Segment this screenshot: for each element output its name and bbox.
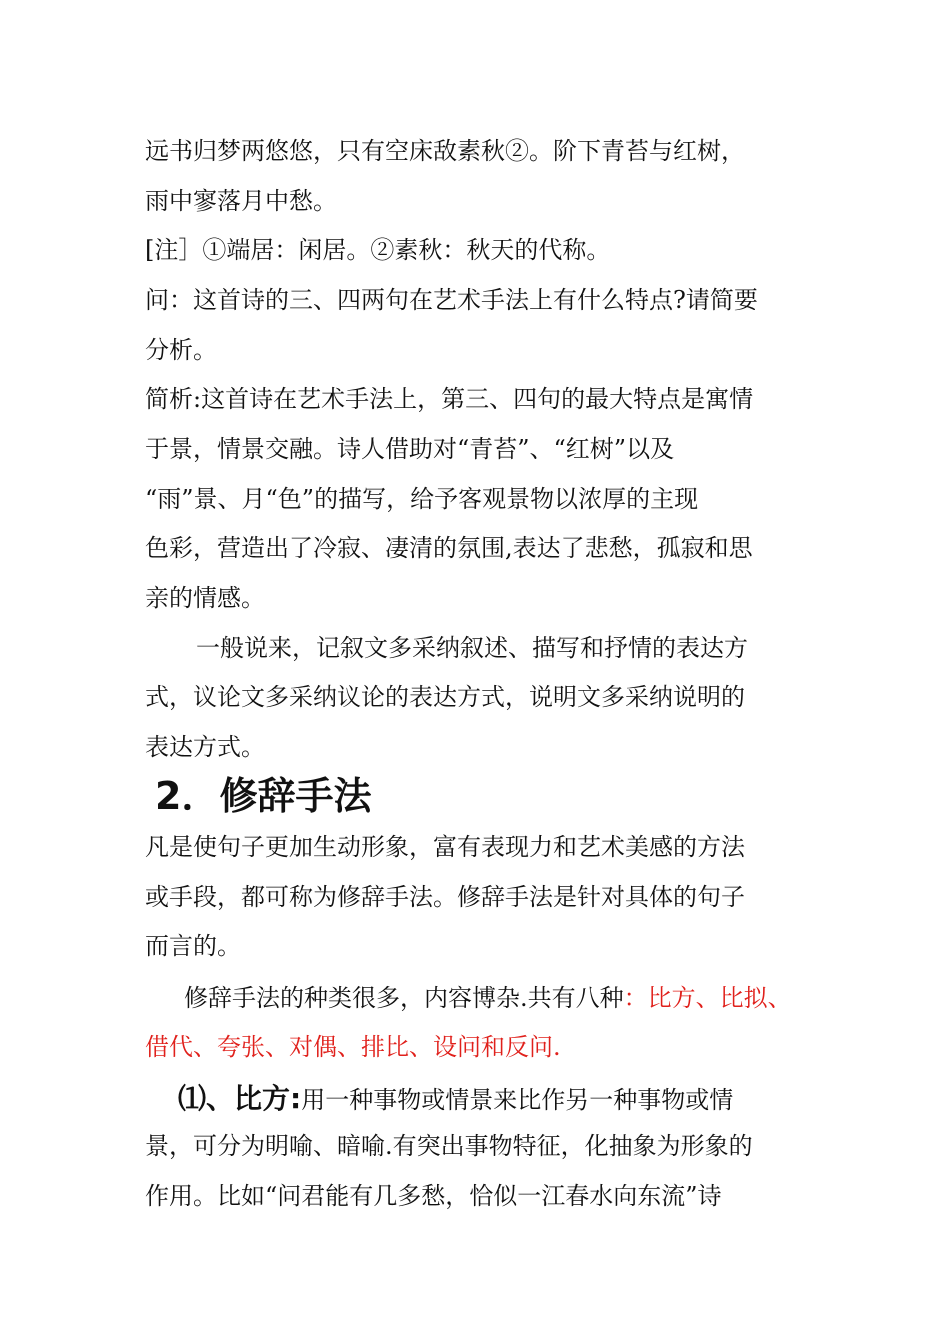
definition-line-1: 凡是使句子更加生动形象，富有表现力和艺术美感的方法 (145, 833, 745, 861)
question-line-1: 问：这首诗的三、四两句在艺术手法上有什么特点?请简要 (145, 286, 758, 314)
metaphor-definition: 用一种事物或情景来比作另一种事物或情 (301, 1086, 734, 1114)
annotation-note: [注］①端居：闲居。②素秋：秋天的代称。 (145, 236, 611, 264)
types-line-1 (184, 983, 792, 1013)
metaphor-line-3: 作用。比如“问君能有几多愁，恰似一江春水向东流”诗 (145, 1182, 722, 1210)
analysis-line-5: 亲的情感。 (145, 584, 265, 612)
types-line-2: 借代、夸张、对偶、排比、设问和反问. (145, 1033, 561, 1061)
types-intro-text: 修辞手法的种类很多，内容博杂.共有八种 (184, 984, 624, 1012)
analysis-line-4: 色彩，营造出了冷寂、凄清的氛围,表达了悲愁，孤寂和思 (145, 534, 753, 562)
question-line-2: 分析。 (145, 336, 217, 364)
poem-line-1: 远书归梦两悠悠，只有空床敌素秋②。阶下青苔与红树， (145, 137, 745, 165)
metaphor-line-1 (178, 1084, 733, 1115)
metaphor-label: ⑴、比方: (178, 1082, 302, 1115)
poem-line-2: 雨中寥落月中愁。 (145, 187, 337, 215)
types-list-highlight: ：比方、比拟、 (623, 984, 792, 1012)
paragraph-line-2: 式，议论文多采纳议论的表达方式，说明文多采纳说明的 (145, 683, 745, 711)
paragraph-line-3: 表达方式。 (145, 733, 265, 761)
metaphor-line-2: 景，可分为明喻、暗喻.有突出事物特征，化抽象为形象的 (145, 1132, 753, 1160)
definition-line-3: 而言的。 (145, 932, 241, 960)
analysis-line-2: 于景，情景交融。诗人借助对“青苔”、“红树”以及 (145, 435, 675, 463)
paragraph-line-1: 一般说来，记叙文多采纳叙述、描写和抒情的表达方 (196, 634, 748, 662)
analysis-line-3: “雨”景、月“色”的描写，给予客观景物以浓厚的主现 (145, 485, 699, 513)
definition-line-2: 或手段，都可称为修辞手法。修辞手法是针对具体的句子 (145, 883, 745, 911)
analysis-line-1: 简析:这首诗在艺术手法上，第三、四句的最大特点是寓情 (145, 385, 754, 413)
section-heading: 2．修辞手法 (155, 774, 372, 818)
